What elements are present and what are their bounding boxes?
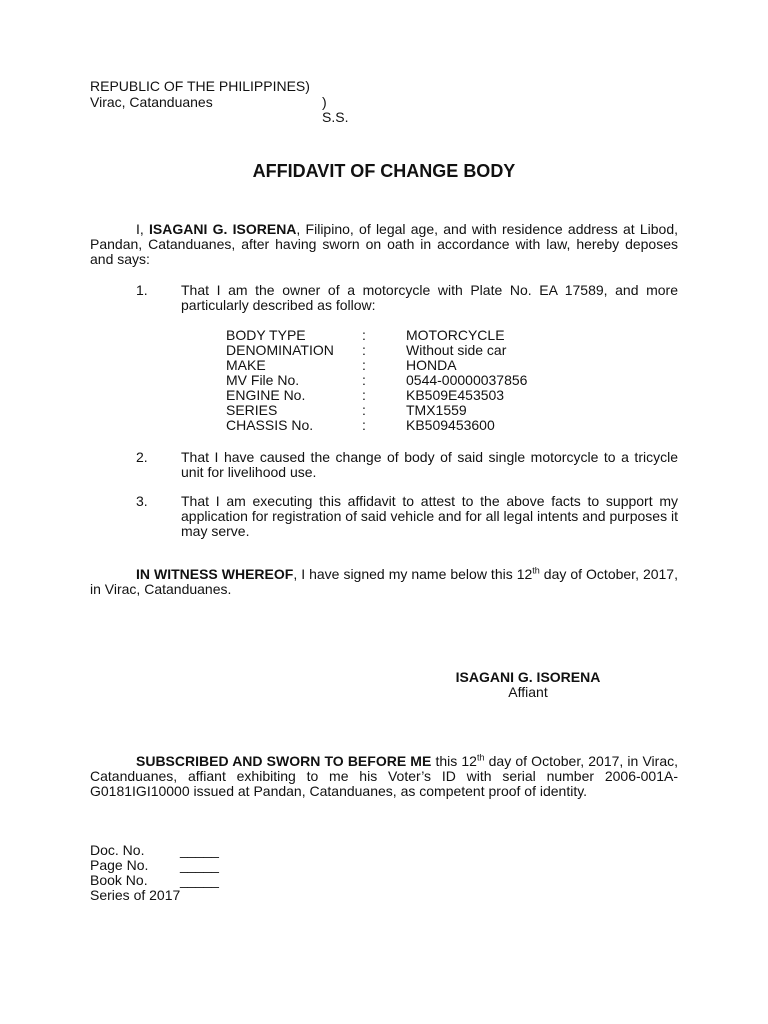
detail-separator: : <box>362 417 366 433</box>
detail-separator: : <box>362 372 366 388</box>
detail-separator: : <box>362 327 366 343</box>
document-title: AFFIDAVIT OF CHANGE BODY <box>252 161 516 181</box>
item-2 <box>90 450 678 480</box>
affiant-name: ISAGANI G. ISORENA <box>149 221 297 237</box>
notarial-row-series <box>90 888 219 903</box>
intro-paragraph <box>90 222 678 267</box>
signatory-name: ISAGANI G. ISORENA <box>455 669 601 685</box>
item-text: That I am the owner of a motorcycle with Plate No. EA 17589, and more particularly described as follow: <box>181 282 678 313</box>
venue-city: Virac, Catanduanes <box>90 94 213 110</box>
detail-label: MV File No. <box>226 372 300 388</box>
notarial-label: Page No. <box>90 857 149 873</box>
detail-value: Without side car <box>406 342 507 358</box>
notarial-series: Series of 2017 <box>90 887 181 903</box>
detail-separator: : <box>362 387 366 403</box>
venue-line-republic: REPUBLIC OF THE PHILIPPINES) <box>90 78 310 94</box>
item-number: 3. <box>136 493 148 509</box>
detail-label: ENGINE No. <box>226 387 306 403</box>
intro-text: , Filipino, of legal age, and with residence address at Libod, Pandan, Catanduanes, after having sworn on oath in accordance with law, hereby deposes and says: <box>90 221 679 267</box>
detail-value: 0544-00000037856 <box>406 372 528 388</box>
detail-separator: : <box>362 357 366 373</box>
vehicle-details <box>226 328 527 433</box>
venue-ss: ) S.S. <box>322 94 349 125</box>
detail-value: TMX1559 <box>406 402 467 418</box>
notarial-row-book <box>90 873 219 888</box>
detail-label: SERIES <box>226 402 278 418</box>
notarial-blank: _____ <box>180 872 219 888</box>
item-text: That I am executing this affidavit to attest to the above facts to support my application for registration of said vehicle and for all legal intents and purposes it may serve. <box>181 493 678 539</box>
signatory-role: Affiant <box>508 684 548 700</box>
signature-block <box>450 670 606 700</box>
notarial-register <box>90 843 219 903</box>
detail-value: KB509453600 <box>406 417 495 433</box>
venue-block <box>90 78 349 125</box>
witness-text-end: day of October, 2017, in Virac, Catanduanes. <box>90 566 678 597</box>
intro-prefix: I, <box>136 221 150 237</box>
detail-separator: : <box>362 402 366 418</box>
witness-lead: IN WITNESS WHEREOF <box>136 566 294 582</box>
item-3 <box>90 494 678 539</box>
item-text: That I have caused the change of body of said single motorcycle to a tricycle unit for livelihood use. <box>181 449 678 480</box>
jurat-ordinal: th <box>476 752 485 763</box>
item-number: 2. <box>136 449 148 465</box>
notarial-blank: _____ <box>180 857 219 873</box>
jurat-text: this 12 <box>431 753 477 769</box>
notarial-label: Book No. <box>90 872 148 888</box>
jurat-paragraph <box>90 754 678 799</box>
item-1 <box>90 283 678 313</box>
detail-value: KB509E453503 <box>406 387 505 403</box>
notarial-blank: _____ <box>180 842 219 858</box>
jurat-text-end: day of October, 2017, in Virac, Catanduanes, affiant exhibiting to me his Voter’s ID with serial number 2006-001A-G0181IGI10000 issued at Pandan, Catanduanes, as competent proof of identity. <box>90 753 679 799</box>
venue-line-city <box>90 94 349 125</box>
witness-text: , I have signed my name below this 12 <box>293 566 533 582</box>
detail-label: BODY TYPE <box>226 327 306 343</box>
detail-label: CHASSIS No. <box>226 417 314 433</box>
detail-row-mv-file <box>226 373 527 388</box>
notarial-row-page <box>90 858 219 873</box>
item-number: 1. <box>136 282 148 298</box>
notarial-label: Doc. No. <box>90 842 145 858</box>
detail-row-chassis <box>226 418 527 433</box>
witness-ordinal: th <box>532 565 540 576</box>
detail-separator: : <box>362 342 366 358</box>
detail-row-series <box>226 403 527 418</box>
detail-label: MAKE <box>226 357 266 373</box>
notarial-row-doc <box>90 843 219 858</box>
detail-row-denomination <box>226 343 527 358</box>
detail-row-engine <box>226 388 527 403</box>
detail-row-make <box>226 358 527 373</box>
detail-value: MOTORCYCLE <box>406 327 505 343</box>
jurat-lead: SUBSCRIBED AND SWORN TO BEFORE ME <box>136 753 432 769</box>
witness-paragraph <box>90 567 678 597</box>
detail-value: HONDA <box>406 357 457 373</box>
detail-row-body-type <box>226 328 527 343</box>
detail-label: DENOMINATION <box>226 342 334 358</box>
